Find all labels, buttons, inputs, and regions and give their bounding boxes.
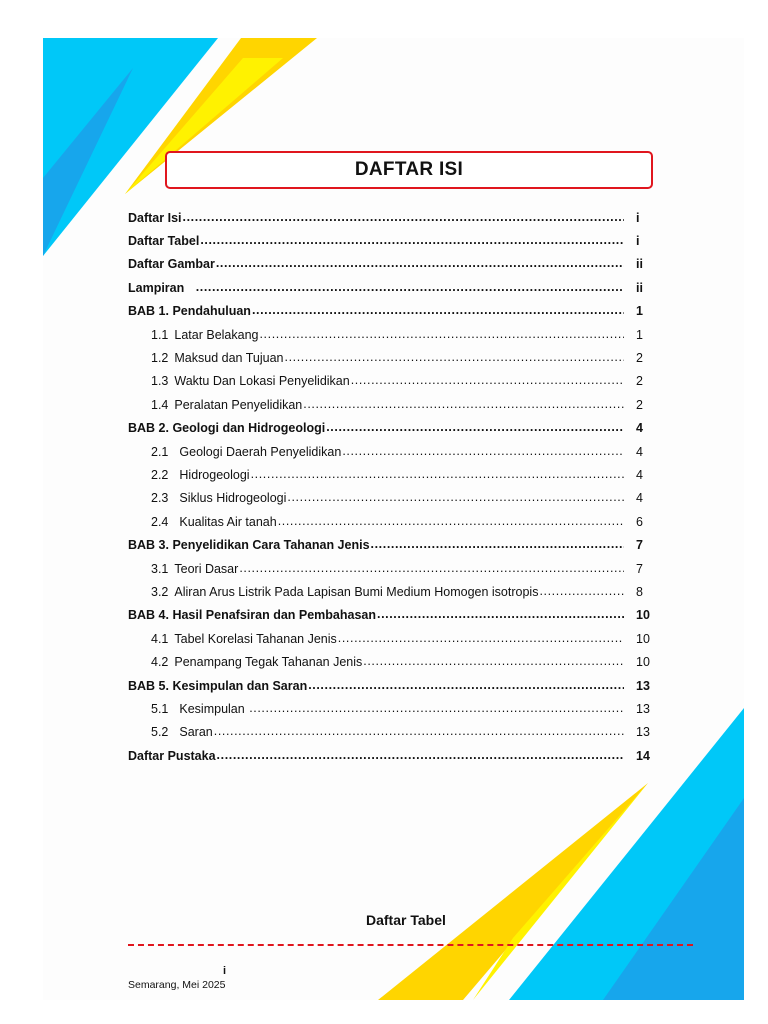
- toc-entry-page: 1: [636, 304, 643, 319]
- toc-leader-dots: [239, 561, 624, 575]
- toc-entry-page: 13: [636, 701, 650, 716]
- toc-entry: [128, 627, 658, 650]
- toc-entry-text: Saran: [179, 725, 213, 740]
- toc-entry-number: 2.1: [151, 444, 169, 459]
- toc-entry-label: [151, 398, 302, 412]
- toc-entry-label: [151, 491, 286, 505]
- footer-section-title: Daftar Tabel: [366, 912, 446, 928]
- document-page: [43, 38, 744, 1000]
- toc-entry-label: [151, 632, 337, 646]
- toc-entry-label: [128, 234, 199, 248]
- toc-entry-text: Latar Belakang: [174, 327, 259, 342]
- toc-entry: [128, 300, 658, 323]
- toc-entry-label: [128, 304, 251, 318]
- toc-entry-text: Teori Dasar: [174, 561, 239, 576]
- toc-entry-page: 4: [636, 467, 643, 482]
- toc-entry-page: ii: [636, 257, 643, 272]
- toc-leader-dots: [216, 256, 624, 270]
- toc-entry-page: 6: [636, 514, 643, 529]
- toc-entry: [128, 229, 658, 252]
- toc-entry-text: Siklus Hidrogeologi: [179, 491, 287, 506]
- title-box: [165, 151, 653, 189]
- toc-entry: [128, 674, 658, 697]
- toc-entry-number: 5.2: [151, 725, 169, 740]
- toc-leader-dots: [196, 280, 624, 294]
- toc-entry-text: BAB 3. Penyelidikan Cara Tahanan Jenis: [128, 538, 370, 553]
- toc-entry-text: Daftar Isi: [128, 210, 182, 225]
- toc-leader-dots: [251, 467, 624, 481]
- toc-entry: [128, 557, 658, 580]
- toc-entry-label: [151, 725, 213, 739]
- toc-entry-page: 7: [636, 538, 643, 553]
- toc-entry: [128, 650, 658, 673]
- toc-entry-number: 1.4: [151, 397, 169, 412]
- toc-entry-text: Maksud dan Tujuan: [174, 351, 284, 366]
- toc-entry-text: Daftar Tabel: [128, 234, 200, 249]
- toc-entry-label: [151, 351, 284, 365]
- toc-entry-number: 4.2: [151, 655, 169, 670]
- toc-leader-dots: [377, 607, 624, 621]
- toc-entry-label: [128, 679, 307, 693]
- toc-entry: [128, 533, 658, 556]
- toc-entry-page: 4: [636, 421, 643, 436]
- toc-leader-dots: [252, 303, 624, 317]
- toc-entry: [128, 440, 658, 463]
- toc-entry-number: 2.2: [151, 467, 169, 482]
- toc-entry-page: i: [636, 234, 640, 249]
- toc-entry: [128, 604, 658, 627]
- toc-entry-number: 3.1: [151, 561, 169, 576]
- toc-entry-text: Kualitas Air tanah: [179, 514, 277, 529]
- toc-leader-dots: [259, 327, 624, 341]
- toc-entry-text: Peralatan Penyelidikan: [174, 397, 303, 412]
- toc-entry-page: 4: [636, 491, 643, 506]
- toc-entry-text: Penampang Tegak Tahanan Jenis: [174, 655, 363, 670]
- toc-leader-dots: [363, 654, 624, 668]
- toc-entry-number: 1.3: [151, 374, 169, 389]
- dashed-divider: [128, 944, 693, 946]
- toc-entry: [128, 393, 658, 416]
- toc-entry-label: [151, 328, 258, 342]
- toc-entry-label: [128, 211, 182, 225]
- toc-entry-text: Waktu Dan Lokasi Penyelidikan: [174, 374, 350, 389]
- toc-entry: [128, 697, 658, 720]
- toc-entry-text: BAB 1. Pendahuluan: [128, 304, 251, 319]
- toc-leader-dots: [183, 210, 625, 224]
- toc-leader-dots: [342, 444, 624, 458]
- toc-entry-label: [128, 421, 325, 435]
- toc-leader-dots: [351, 373, 624, 387]
- toc-entry-page: 10: [636, 608, 650, 623]
- toc-entry-page: 2: [636, 351, 643, 366]
- toc-entry-text: Tabel Korelasi Tahanan Jenis: [174, 631, 337, 646]
- toc-entry: [128, 510, 658, 533]
- toc-entry-page: 13: [636, 678, 650, 693]
- toc-entry-text: BAB 2. Geologi dan Hidrogeologi: [128, 421, 326, 436]
- toc-entry-text: Daftar Gambar: [128, 257, 215, 272]
- toc-entry: [128, 346, 658, 369]
- toc-entry-text: Aliran Arus Listrik Pada Lapisan Bumi Medium Homogen isotropis: [174, 584, 539, 599]
- toc-leader-dots: [200, 233, 624, 247]
- toc-entry: [128, 370, 658, 393]
- toc-entry: [128, 744, 658, 767]
- toc-leader-dots: [539, 584, 624, 598]
- toc-entry-label: [128, 281, 195, 295]
- toc-entry-label: [151, 468, 250, 482]
- toc-entry-page: 2: [636, 374, 643, 389]
- toc-entry-text: BAB 5. Kesimpulan dan Saran: [128, 678, 308, 693]
- toc-leader-dots: [285, 350, 625, 364]
- toc-entry: [128, 417, 658, 440]
- toc-entry-number: 1.2: [151, 351, 169, 366]
- toc-entry-page: 7: [636, 561, 643, 576]
- toc-entry-label: [128, 257, 215, 271]
- toc-entry: [128, 580, 658, 603]
- toc-entry-page: 10: [636, 631, 650, 646]
- toc-entry: [128, 487, 658, 510]
- toc-entry-label: [128, 749, 216, 763]
- toc-entry-label: [151, 585, 538, 599]
- toc-entry-text: Lampiran: [128, 280, 195, 295]
- toc-entry: [128, 206, 658, 229]
- toc-entry-label: [151, 515, 277, 529]
- toc-entry-label: [151, 374, 350, 388]
- toc-leader-dots: [308, 678, 624, 692]
- table-of-contents: [128, 206, 658, 767]
- toc-entry-page: 14: [636, 748, 650, 763]
- toc-entry-text: Geologi Daerah Penyelidikan: [179, 444, 342, 459]
- toc-entry-label: [128, 538, 370, 552]
- toc-entry-number: 3.2: [151, 584, 169, 599]
- toc-entry-page: 1: [636, 327, 643, 342]
- toc-entry-page: 13: [636, 725, 650, 740]
- page-title: DAFTAR ISI: [354, 159, 464, 180]
- toc-leader-dots: [278, 514, 624, 528]
- toc-entry-text: Hidrogeologi: [179, 467, 250, 482]
- toc-entry-number: 2.3: [151, 491, 169, 506]
- toc-entry-number: 4.1: [151, 631, 169, 646]
- page-number: i: [223, 965, 227, 977]
- toc-entry-label: [151, 702, 248, 716]
- toc-leader-dots: [338, 631, 624, 645]
- toc-leader-dots: [371, 537, 624, 551]
- toc-entry: [128, 721, 658, 744]
- toc-leader-dots: [326, 420, 624, 434]
- toc-entry-page: i: [636, 210, 640, 225]
- toc-entry: [128, 253, 658, 276]
- toc-entry: [128, 276, 658, 299]
- toc-entry-page: 10: [636, 655, 650, 670]
- toc-leader-dots: [287, 490, 624, 504]
- toc-leader-dots: [303, 397, 624, 411]
- toc-entry-number: 1.1: [151, 327, 169, 342]
- toc-entry-number: 2.4: [151, 514, 169, 529]
- toc-entry: [128, 463, 658, 486]
- toc-entry-number: 5.1: [151, 701, 169, 716]
- toc-entry-label: [128, 608, 376, 622]
- place-date: Semarang, Mei 2025: [128, 979, 226, 991]
- toc-leader-dots: [217, 748, 624, 762]
- toc-entry-label: [151, 562, 238, 576]
- toc-entry: [128, 323, 658, 346]
- toc-leader-dots: [214, 724, 624, 738]
- toc-entry-text: BAB 4. Hasil Penafsiran dan Pembahasan: [128, 608, 377, 623]
- toc-entry-label: [151, 655, 362, 669]
- toc-entry-page: 8: [636, 584, 643, 599]
- toc-entry-page: 2: [636, 397, 643, 412]
- toc-entry-label: [151, 445, 341, 459]
- toc-entry-page: 4: [636, 444, 643, 459]
- toc-entry-text: Kesimpulan: [179, 701, 249, 716]
- toc-entry-text: Daftar Pustaka: [128, 748, 216, 763]
- toc-entry-page: ii: [636, 280, 643, 295]
- toc-leader-dots: [249, 701, 624, 715]
